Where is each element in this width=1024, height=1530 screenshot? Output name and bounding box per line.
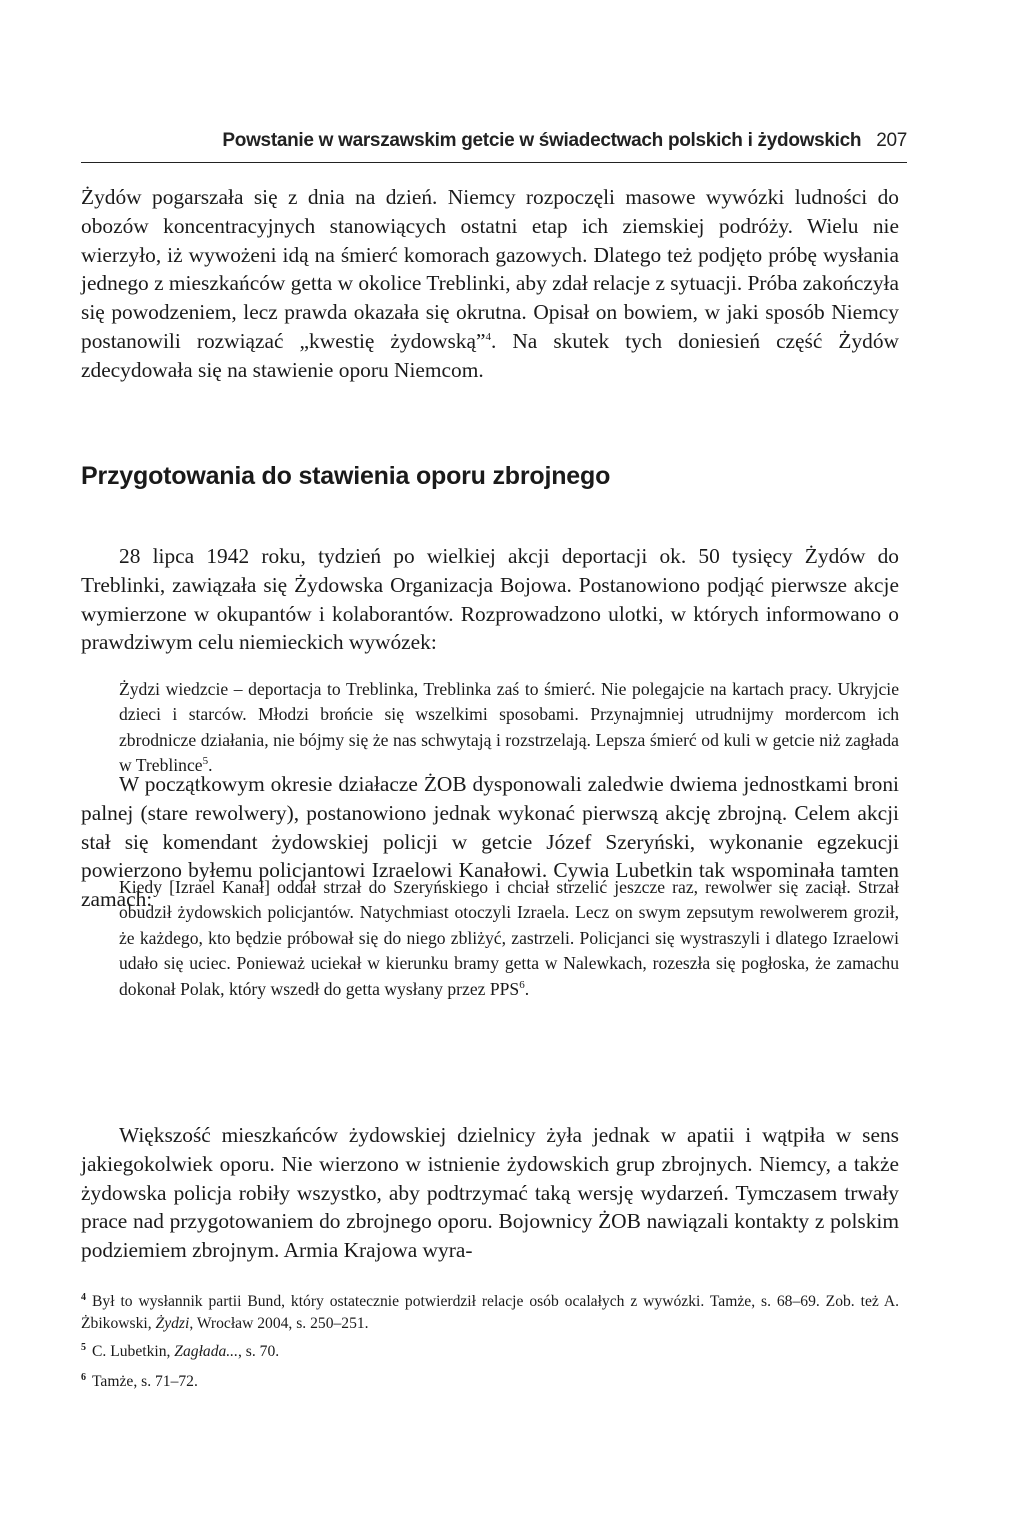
quote-1-tail: . (208, 755, 213, 776)
running-head-title: Powstanie w warszawskim getcie w świadectwach polskich i żydowskich (222, 130, 862, 151)
block-quote-2 (119, 875, 899, 1002)
footnote-5-italic: Zagłada... (174, 1343, 238, 1361)
footnote-5-number: 5 (81, 1342, 86, 1353)
quote-1-text: Żydzi wiedzcie – deportacja to Treblinka, Treblinka zaś to śmierć. Nie polegajcie na kartach pracy. Ukryjcie dzieci i starców. Młodzi brońcie się wszelkimi sposobami. Przynajmniej utrudnijmy mordercom ich zbrodnicze działania, nie bójmy się że nas schwytają i rozstrzelają. Lepsza śmierć od kuli w getcie niż zagłada w Treblince (119, 679, 899, 776)
footnote-4-text: Był to wysłannik partii Bund, który ostatecznie potwierdził relacje osób ocalałych z wywózki. Tamże, s. 68–69. Zob. też A. Żbikowski, (81, 1293, 899, 1333)
footnote-4-text-after: , Wrocław 2004, s. 250–251. (189, 1315, 369, 1333)
footnote-ref-5[interactable]: 5 (202, 755, 209, 768)
body-paragraph-2: 28 lipca 1942 roku, tydzień po wielkiej akcji deportacji ok. 50 tysięcy Żydów do Treblinki, zawiązała się Żydowska Organizacja Bojowa. Postanowiono podjąć pierwsze akcje wymierzone w okupantów i kolaborantów. Rozprowadzono ulotki, w których informowano o prawdziwym celu niemieckich wywózek: (81, 544, 899, 655)
footnote-5 (81, 1337, 899, 1363)
header-rule (81, 162, 907, 163)
footnote-ref-6[interactable]: 6 (519, 978, 525, 991)
footnote-5-text: C. Lubetkin, (92, 1343, 175, 1361)
paragraph-1-text: Żydów pogarszała się z dnia na dzień. Niemcy rozpoczęli masowe wywózki ludności do obozów koncentracyjnych stanowiących ostatni etap ich ziemskiej podróży. Wielu nie wierzyło, iż wywożeni idą na śmierć komorach gazowych. Dlatego też podjęto próbę wysłania jednego z mieszkańców getta w okolice Treblinki, aby zdał relacje z sytuacji. Próba zakończyła się powodzeniem, lecz prawda okazała się okrutna. Opisał on bowiem, w jaki sposób Niemcy postanowili rozwiązać „kwestię żydowską” (81, 185, 899, 353)
body-paragraph-4: Większość mieszkańców żydowskiej dzielnicy żyła jednak w apatii i wątpiła w sens jakiegokolwiek oporu. Nie wierzono w istnienie żydowskich grup zbrojnych. Niemcy, a także żydowska policja robiły wszystko, aby podtrzymać taką wersję wydarzeń. Tymczasem trwały prace nad przygotowaniem do zbrojnego oporu. Bojownicy ŻOB nawiązali kontakty z polskim podziemiem zbrojnym. Armia Krajowa wyra- (81, 1123, 899, 1263)
footnote-6-number: 6 (81, 1372, 86, 1383)
footnote-4-number: 4 (81, 1292, 86, 1303)
running-head (81, 130, 907, 152)
quote-2-tail: . (524, 978, 530, 999)
body-paragraph-3: W początkowym okresie działacze ŻOB dysponowali zaledwie dwiema jednostkami broni palnej (stare rewolwery), postanowiono jednak wykonać pierwszą akcję zbrojną. Celem akcji stał się komendant żydowskiej policji w getcie Józef Szeryński, wykonanie egzekucji powierzono byłemu policjantowi Izraelowi Kanałowi. Cywia Lubetkin tak wspominała tamten zamach: (81, 772, 899, 912)
paragraph-1-tail: . Na skutek tych doniesień część Żydów zdecydowała się na stawienie oporu Niemcom. (81, 328, 899, 382)
footnote-6-text: Tamże, s. 71–72. (92, 1373, 198, 1391)
section-heading: Przygotowania do stawienia oporu zbrojnego (81, 462, 611, 490)
footnote-5-text-after: , s. 70. (237, 1343, 280, 1361)
body-paragraph-1 (81, 183, 899, 385)
block-quote-1 (119, 677, 899, 779)
footnote-6 (81, 1367, 899, 1393)
footnote-ref-4[interactable]: 4 (485, 330, 491, 343)
footnote-4-italic: Żydzi (155, 1315, 190, 1333)
page-number: 207 (876, 130, 907, 151)
quote-2-text: Kiedy [Izrael Kanał] oddał strzał do Szeryńskiego i chciał strzelić jeszcze raz, rewolwer się zaciął. Strzał obudził żydowskich policjantów. Natychmiast otoczyli Izraela. Lecz on swym zepsutym rewolwerem groził, że każdego, kto będzie próbował się do niego zbliżyć, zastrzeli. Policjanci się wystraszyli i dlatego Izraelowi udało się uciec. Ponieważ uciekał w kierunku bramy getta w Nalewkach, rozeszła się pogłoska, że zamachu dokonał Polak, który wszedł do getta wysłany przez PPS (119, 877, 899, 999)
footnote-4 (81, 1287, 899, 1335)
